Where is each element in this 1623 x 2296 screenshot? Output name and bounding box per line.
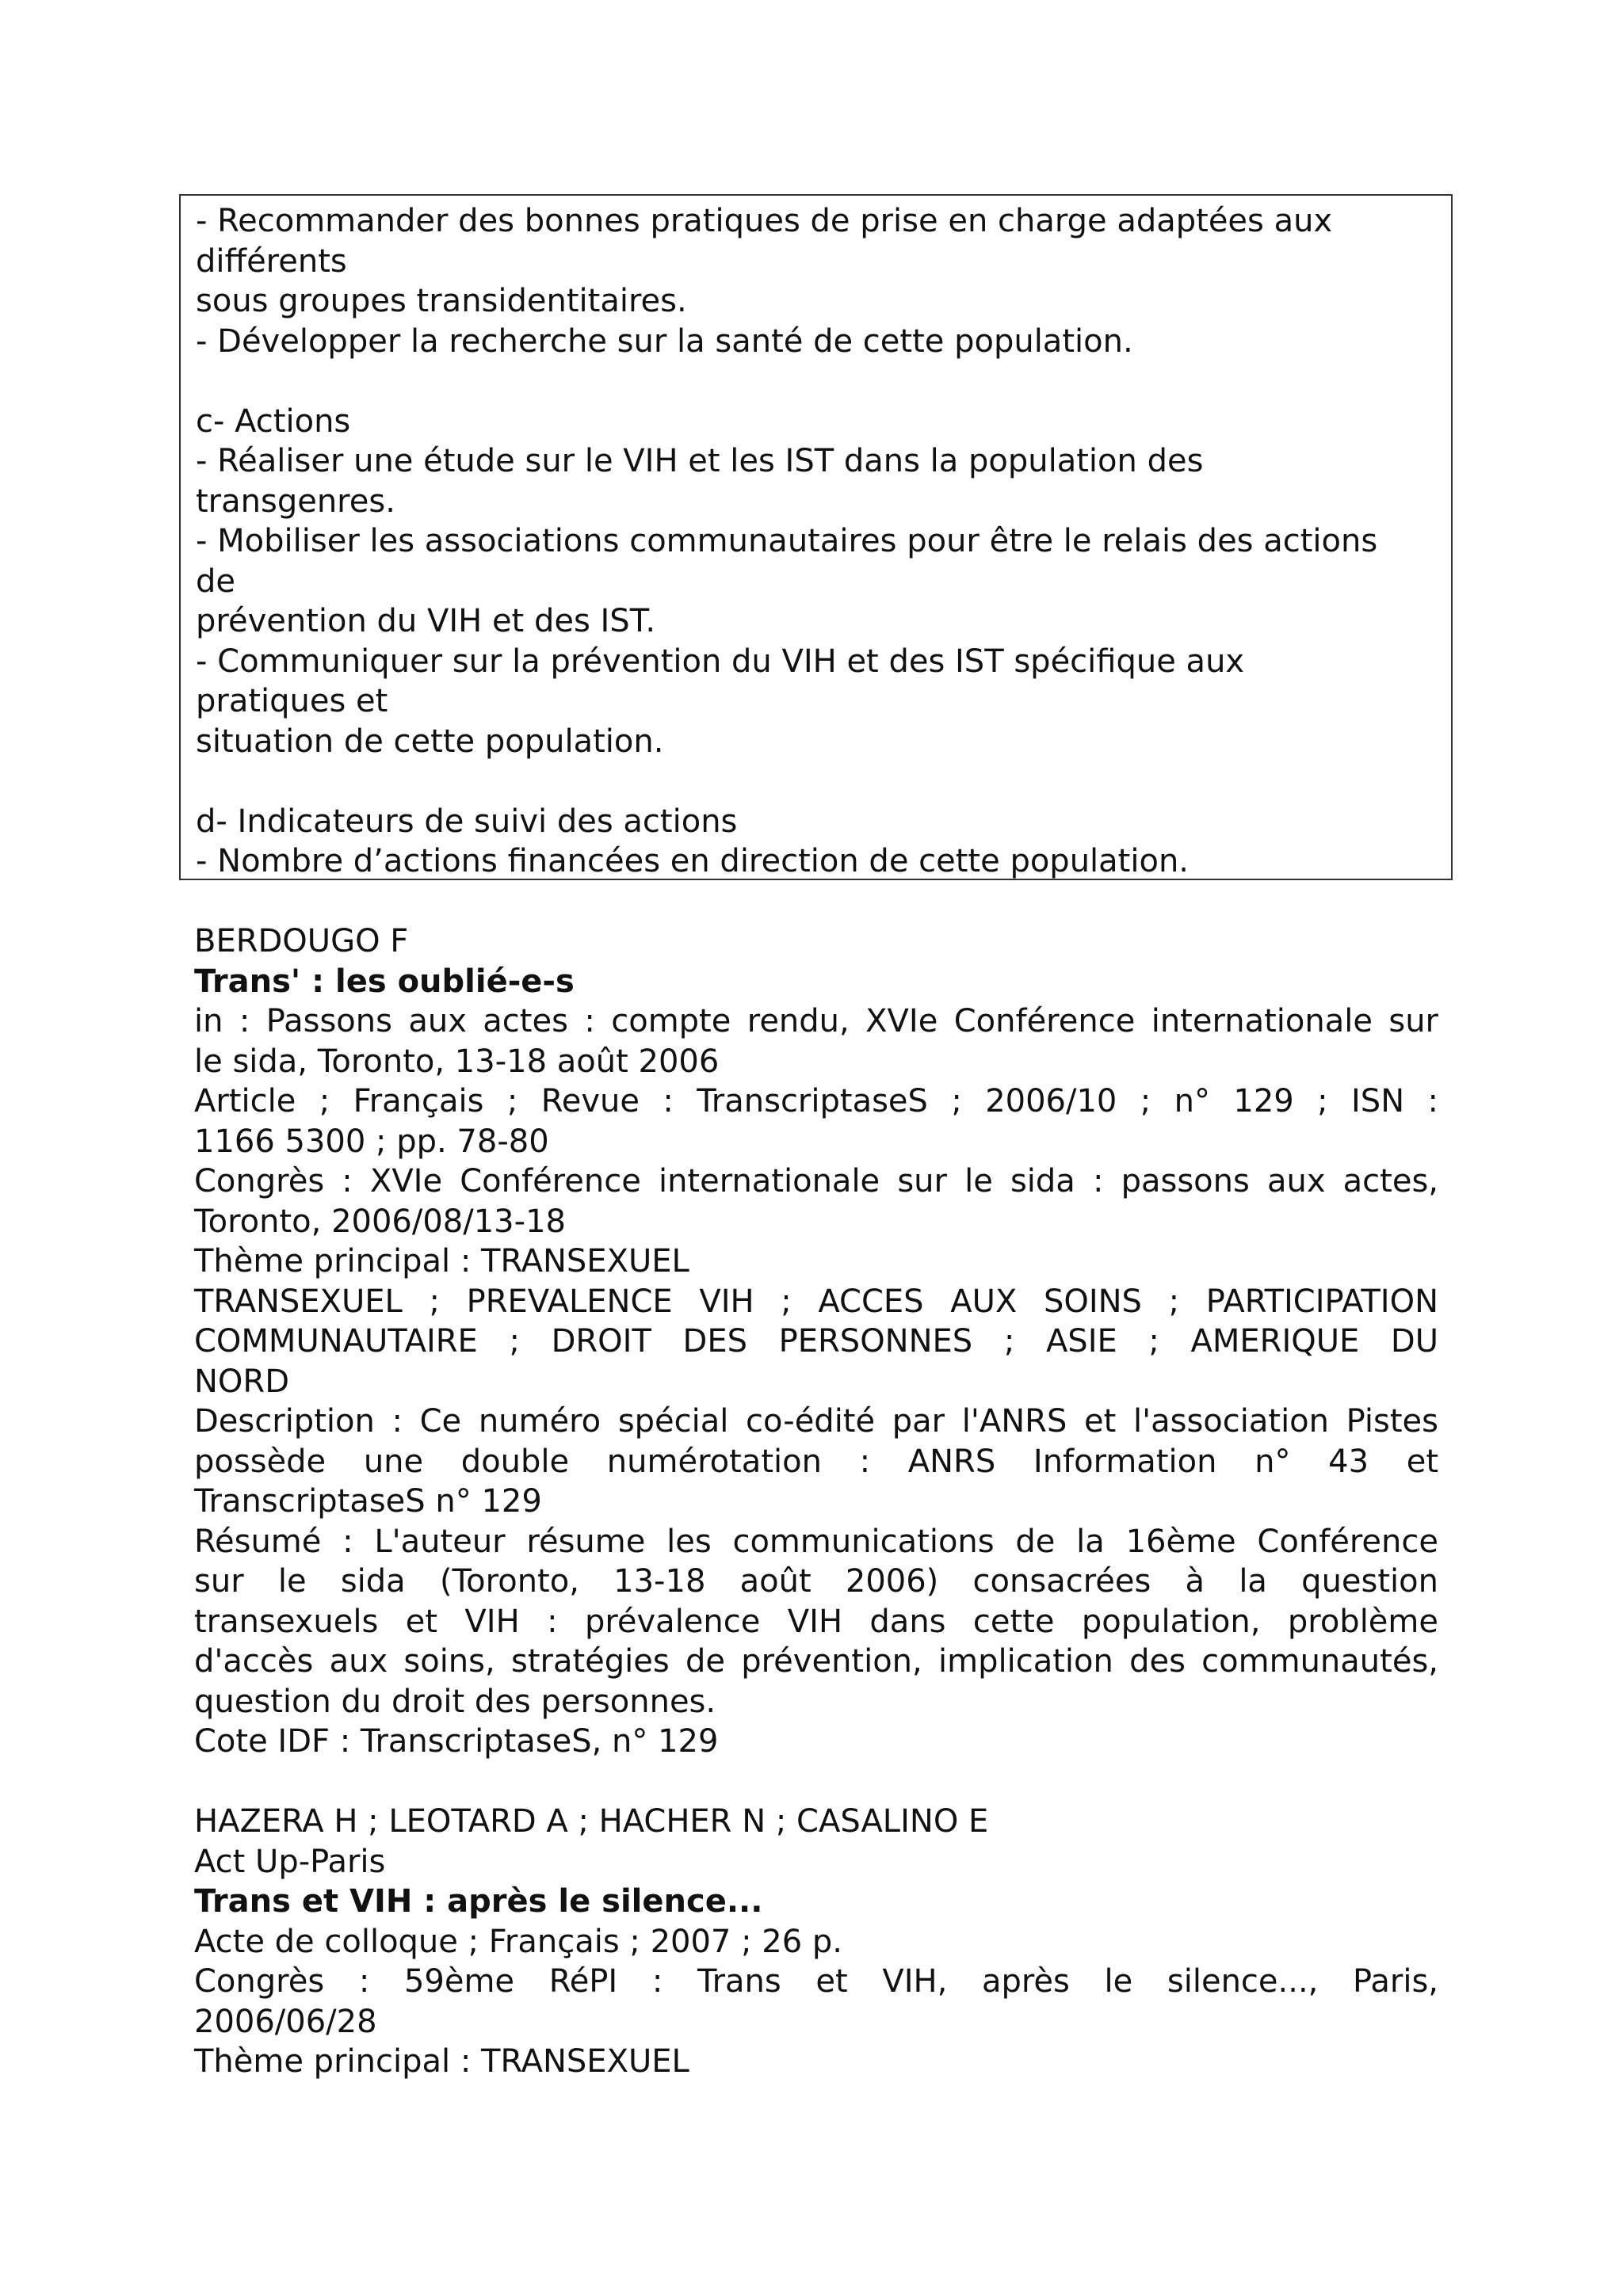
action-plan-box [179, 194, 1453, 880]
blank-line [196, 761, 1451, 802]
record-article-info: Article ; Français ; Revue : TranscriptaseS ; 2006/10 ; n° 129 ; ISN : [194, 1083, 1438, 1119]
record-theme: Thème principal : TRANSEXUEL [194, 1243, 689, 1280]
bibliography-records [194, 921, 1438, 2082]
record-source: le sida, Toronto, 13-18 août 2006 [194, 1043, 720, 1080]
record-title: Trans' : les oublié-e-s [194, 963, 575, 1000]
box-line: - Nombre d’actions financées en direction de cette population. [196, 843, 1190, 879]
record-article-info: 1166 5300 ; pp. 78-80 [194, 1123, 549, 1160]
record-congress: Congrès : 59ème RéPI : Trans et VIH, après le silence..., Paris, [194, 1963, 1438, 2000]
box-line: sous groupes transidentitaires. [196, 283, 687, 319]
box-line: pratiques et [196, 683, 388, 719]
record-call-number: Cote IDF : TranscriptaseS, n° 129 [194, 1723, 719, 1760]
record-summary: transexuels et VIH : prévalence VIH dans cette population, problème [194, 1603, 1438, 1640]
box-line: situation de cette population. [196, 723, 664, 760]
box-line: - Recommander des bonnes pratiques de prise en charge adaptées aux [196, 203, 1333, 239]
record-congress: Congrès : XVIe Conférence internationale sur le sida : passons aux actes, [194, 1163, 1438, 1199]
box-line: - Développer la recherche sur la santé de cette population. [196, 322, 1133, 360]
record-author: BERDOUGO F [194, 923, 409, 959]
record-summary: question du droit des personnes. [194, 1683, 716, 1720]
record-keywords: COMMUNAUTAIRE ; DROIT DES PERSONNES ; ASIE ; AMERIQUE DU [194, 1323, 1438, 1360]
box-line: - Mobiliser les associations communautaires pour être le relais des actions [196, 523, 1378, 559]
record-title: Trans et VIH : après le silence... [194, 1883, 763, 1920]
record-summary: sur le sida (Toronto, 13-18 août 2006) consacrées à la question [194, 1563, 1438, 1600]
record-congress: 2006/06/28 [194, 2003, 377, 2040]
record-summary: Résumé : L'auteur résume les communications de la 16ème Conférence [194, 1523, 1438, 1560]
record-type: Acte de colloque ; Français ; 2007 ; 26 p. [194, 1923, 842, 1960]
record-congress: Toronto, 2006/08/13-18 [194, 1203, 566, 1240]
record-berdougo [194, 921, 1438, 1762]
record-keywords: TRANSEXUEL ; PREVALENCE VIH ; ACCES AUX SOINS ; PARTICIPATION [194, 1283, 1438, 1320]
record-description: possède une double numérotation : ANRS Information n° 43 et [194, 1443, 1438, 1480]
blank-line [196, 361, 1451, 402]
box-line: - Réaliser une étude sur le VIH et les IST dans la population des [196, 443, 1204, 479]
box-line: transgenres. [196, 482, 395, 520]
record-description: Description : Ce numéro spécial co-édité par l'ANRS et l'association Pistes [194, 1403, 1438, 1440]
box-line: - Communiquer sur la prévention du VIH et des IST spécifique aux [196, 643, 1245, 680]
record-description: TranscriptaseS n° 129 [194, 1483, 542, 1520]
box-line: différents [196, 242, 347, 280]
record-summary: d'accès aux soins, stratégies de prévention, implication des communautés, [194, 1643, 1438, 1680]
box-line: prévention du VIH et des IST. [196, 603, 656, 639]
record-authors: HAZERA H ; LEOTARD A ; HACHER N ; CASALINO E [194, 1803, 989, 1840]
record-organization: Act Up-Paris [194, 1843, 386, 1880]
record-source: in : Passons aux actes : compte rendu, XVIe Conférence internationale sur [194, 1003, 1438, 1039]
record-theme: Thème principal : TRANSEXUEL [194, 2043, 689, 2080]
section-heading-actions: c- Actions [196, 402, 351, 440]
section-heading-indicators: d- Indicateurs de suivi des actions [196, 803, 738, 840]
box-line: de [196, 563, 235, 600]
record-hazera [194, 1802, 1438, 2082]
blank-line [194, 1762, 1438, 1802]
record-keywords: NORD [194, 1363, 289, 1400]
